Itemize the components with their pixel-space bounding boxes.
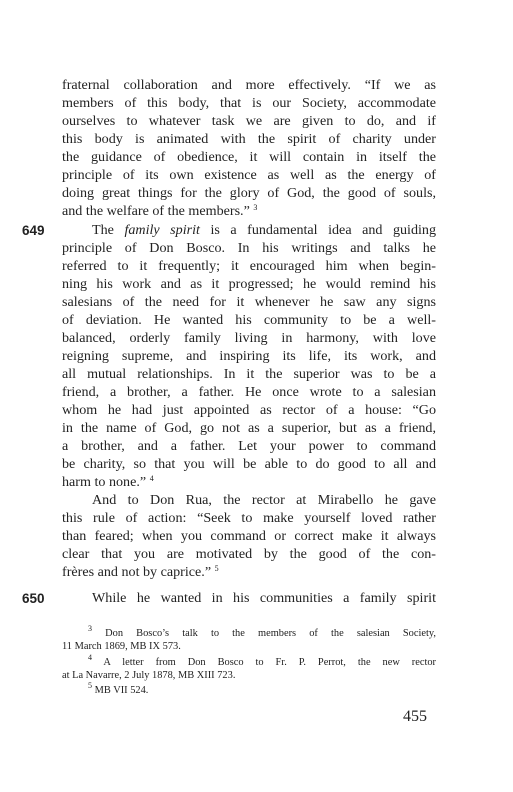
text-line: reigning supreme, and inspiring its life, its work, and [62,348,436,364]
text-line: referred to it frequently; it encouraged him when begin- [62,258,436,274]
text-line-content: frères and not by caprice.” [62,564,212,580]
text-line [92,222,436,239]
text-line [62,564,436,581]
footnote-line [88,653,436,669]
text-line: the guidance of obedience, it will contain in itself the [62,149,436,165]
text-line [62,474,436,491]
text-line: this rule of action: “Seek to make yourself loved rather [62,510,436,526]
text-line: ning his work and as it progressed; he would remind his [62,276,436,292]
text-line: than feared; when you command or correct make it always [62,528,436,544]
text-line: And to Don Rua, the rector at Mirabello he gave [92,492,436,508]
text-line: salesians of the need for it whenever he saw any signs [62,294,436,310]
footnote-mark: 5 [88,681,92,690]
text-fragment: is a fundamental idea and guiding [199,222,437,238]
footnote-line: at La Navarre, 2 July 1878, MB XIII 723. [62,670,236,681]
text-line: a brother, and a father. Let your power to command [62,438,436,454]
footnote-line [88,681,436,697]
paragraph-number: 650 [22,591,45,606]
text-line: While he wanted in his communities a family spirit [92,590,436,606]
footnote-mark: 4 [88,653,92,662]
text-line: members of this body, that is our Society, accommodate [62,95,436,111]
text-line [62,203,436,220]
footnote-text: Don Bosco’s talk to the members of the salesian Society, [105,628,436,639]
text-line: all mutual relationships. In it the superior was to be a [62,366,436,382]
page-number: 455 [403,708,427,725]
italic-phrase: family spirit [124,222,200,238]
text-line: be charity, so that you will be able to do good to all and [62,456,436,472]
text-line-content: and the welfare of the members.” [62,203,250,219]
footnote-line: 11 March 1869, MB IX 573. [62,641,181,652]
text-line: this body is animated with the spirit of charity under [62,131,436,147]
footnote-text: MB VII 524. [94,685,149,696]
text-line: balanced, orderly family living in harmony, with love [62,330,436,346]
paragraph-number: 649 [22,223,45,238]
text-line: friend, a brother, a father. He once wrote to a salesian [62,384,436,400]
text-line: in the name of God, go not as a superior, but as a friend, [62,420,436,436]
text-line-content: harm to none.” [62,474,147,490]
footnote-ref: 5 [214,564,219,573]
text-fragment: The [92,222,125,238]
text-line: doing great things for the glory of God, the good of souls, [62,185,436,201]
footnote-line [88,624,436,640]
text-line: ourselves to whatever task we are given to do, and if [62,113,436,129]
text-line: of deviation. He wanted his community to be a well- [62,312,436,328]
text-line: clear that you are motivated by the good of the con- [62,546,436,562]
footnote-ref: 4 [149,474,154,483]
text-line: fraternal collaboration and more effectively. “If we as [62,77,436,93]
text-line: principle of Don Bosco. In his writings and talks he [62,240,436,256]
text-line: whom he had just appointed as rector of a house: “Go [62,402,436,418]
footnote-ref: 3 [253,203,258,212]
text-line: principle of its own existence as well as the energy of [62,167,436,183]
footnote-text: A letter from Don Bosco to Fr. P. Perrot, the new rector [103,657,436,668]
footnote-mark: 3 [88,624,92,633]
